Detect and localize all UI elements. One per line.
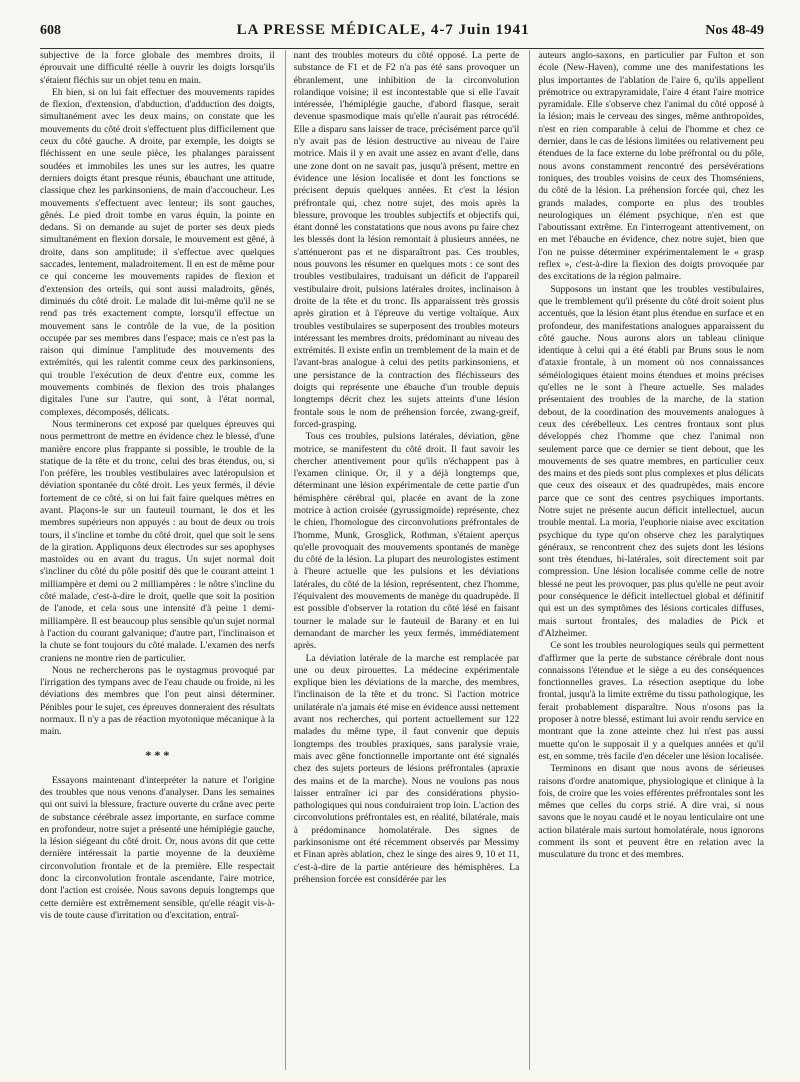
column-1 <box>40 50 275 1070</box>
paragraph: subjective de la force globale des membres droits, il éprouvait une difficulté réelle à ouvrir les doigts lorsqu'ils s'étaient fléchis sur un objet tenu en main. <box>40 50 275 86</box>
paragraph: La déviation latérale de la marche est remplacée par une ou deux pirouettes. La médecine expérimentale explique bien les déviations de la marche, des membres, l'inclinaison de la tête et du tronc. Si l'action motrice unilatérale n'a jamais été mise en évidence aussi nettement avant nos recherches, qui portent actuellement sur 122 malades du même type, il faut convenir que depuis longtemps des troubles praxiques, sans paralysie vraie, mais avec gêne fonctionnelle importante ont été signalés chez des sujets porteurs de lésions préfrontales (apraxie des mains et de la marche). Nous ne voulons pas nous laisser entraîner ici par des considérations physio-pathologiques qui nous conduiraient trop loin. L'action des circonvolutions préfrontales est, en réalité, bilatérale, mais à prédominance homolatérale. Des signes de parkinsonisme ont été récemment observés par Messimy et Finan après ablation, chez le singe des aires 9, 10 et 11, c'est-à-dire de la partie antérieure des hémisphères. La préhension forcée est considérée par les <box>293 652 520 885</box>
paragraph: Ce sont les troubles neurologiques seuls qui permettent d'affirmer que la perte de substance cérébrale dont nous connaissons l'étendue et le siège a eu des conséquences fonctionnelles graves. La résection aseptique du lobe frontal, jusqu'à la limite extrême du tissu pathologique, les ferait probablement disparaître. Nous n'osons pas la proposer à notre blessé, estimant lui avoir rendu service en montrant que la zone atteinte chez lui n'est pas aussi muette qu'on le supposait il y a quelques années et qu'il est, en somme, très facile d'en déceler une lésion localisée. <box>538 640 764 762</box>
paragraph: Supposons un instant que les troubles vestibulaires, que le tremblement qu'il présente du côté droit soient plus accentués, que la lésion étant plus étendue en surface et en profondeur, des manifestations analogues apparaissent du côté gauche. Nous aurons alors un tableau clinique identique à celui qui a été établi par Bruns sous le nom d'ataxie frontale, à un moment où nos connaissances séméiologiques étaient moins étendues et moins précises qu'elles ne le sont à l'heure actuelle. Ses malades présentaient des troubles de la marche, de la station debout, de la coordination des mouvements analogues à ceux des cérébelleux. Les centres frontaux sont plus développés chez l'homme que chez l'animal non seulement parce que ce dernier se tient debout, que les mouvements de ses quatre membres, en particulier ceux des mains et des pieds sont plus complexes et plus délicats que ceux des oiseaux et des quadrupèdes, mais encore parce que ce sont des centres psychiques importants. Notre sujet ne présente aucun déficit intellectuel, aucun trouble mental. La moria, l'euphorie niaise avec excitation psychique du type qu'on observe chez les paralytiques généraux, se rencontrent chez des sujets dont les lésions sont très étendues, bi-latérales, soit directement soit par compression. Une lésion localisée comme celle de notre blessé ne peut les provoquer, pas plus qu'elle ne peut avoir pour conséquence le déficit intellectuel global et définitif qui est un des symptômes des lésions corticales diffuses, mais surtout frontales, des maladies de Pick et d'Alzheimer. <box>538 283 764 639</box>
issue-date: 4-7 Juin 1941 <box>430 22 530 38</box>
column-3 <box>529 50 764 1070</box>
article-columns <box>40 50 764 1070</box>
page-number: 608 <box>40 23 61 38</box>
issue-number: Nos 48-49 <box>705 23 764 38</box>
column-2 <box>285 50 520 1070</box>
journal-title <box>237 22 530 39</box>
journal-name: LA PRESSE MÉDICALE, <box>236 22 427 38</box>
paragraph: Nous ne rechercherons pas le nystagmus provoqué par l'irrigation des tympans avec de l'eau chaude ou froide, ni les déviations des membres que l'on peut ainsi déterminer. Pénibles pour le sujet, ces épreuves donneraient des résultats normaux. Il n'y a pas de réaction myotonique mécanique à la main. <box>40 664 275 738</box>
page-header <box>40 22 764 49</box>
paragraph: Tous ces troubles, pulsions latérales, déviation, gêne motrice, se manifestent du côté droit. Il faut savoir les chercher attentivement pour qu'ils n'échappent pas à l'examen clinique. Or, il y a déjà longtemps que, déterminant une lésion expérimentale de cette partie d'un hémisphère cérébral qui, placée en avant de la zone motrice à action croisée (gyrussigmoïde) représente, chez le chien, l'homologue des circonvolutions préfrontales de l'homme, Munk, Grosglick, Rothman, s'étaient aperçus qu'elle provoquait des mouvements spontanés de manège du côté de la lésion. La plupart des neurologistes estiment à l'heure actuelle que les pulsions et les déviations latérales, du côté de la lésion, représentent, chez l'homme, l'équivalent des mouvements de manège du quadrupède. Il est possible d'observer la rotation du côté lésé en faisant tourner le malade sur le fauteuil de Barany et en lui demandant de marcher les yeux fermés, immédiatement après. <box>293 431 520 652</box>
paragraph: Eh bien, si on lui fait effectuer des mouvements rapides de flexion, d'extension, d'abduction, d'adduction des doigts, simultanément avec les deux mains, on constate que les mouvements du côté droit s'effectuent plus difficilement que ceux du côté gauche. A droite, par exemple, les doigts se fléchissent en une seule pièce, les phalanges paraissent soudées et immobiles les unes sur les autres, les quatre derniers doigts étant presque réunis, ébauchant une attitude, classique chez les parkinsoniens, de main d'accoucheur. Les mouvements s'effectuent avec lenteur; ils sont gauches, gênés. Le pied droit tombe en varus équin, la pointe en dedans. Si on demande au sujet de porter ses deux pieds simultanément en flexion dorsale, le mouvement est gêné, à droite, dans son amplitude; il s'effectue avec quelques saccades, lentement, maladroitement. Il en est de même pour ce qui concerne les mouvements rapides de flexion et d'extension des orteils, qui sont aussi maladroits, gênés, diminués du côté droit. Le malade dit lui-même qu'il ne se rend pas très exactement compte, lorsqu'il effectue un mouvement sans le contrôle de la vue, de la position occupée par ses membres dans l'espace; mais ce n'est pas la raison qui diminue l'amplitude des mouvements des extrémités, qui les ralentit comme ceux des parkinsoniens, qui trouble l'exécution de deux d'entre eux, comme les mouvements combinés de flexion des trois phalanges digitales l'une sur l'autre, qui sont, à l'état normal, complexes, décomposés, délicats. <box>40 86 275 418</box>
paragraph: Nous terminerons cet exposé par quelques épreuves qui nous permettront de mettre en évidence chez le blessé, d'une manière encore plus frappante si possible, le trouble de la statique de la tête et du tronc, celui des bras étendus, ou, si l'on préfère, les troubles vestibulaires avec latéropulsion et déviation spontanée du côté droit. Les yeux fermés, il dévie fortement de ce côté, si on lui fait faire quelques mètres en avant. Plaçons-le sur un fauteuil tournant, le dos et les membres supérieurs non appuyés : au bout de deux ou trois tours, il s'incline et tombe du côté droit, quel que soit le sens de la giration. Appliquons deux électrodes sur ses apophyses mastoïdes ou en avant du tragus. Un sujet normal doit s'incliner du côté du pôle positif dès que le courant atteint 1 milliampère et demi ou 2 milliampères : le nôtre s'incline du côté malade, c'est-à-dire le droit, quelle que soit la position de l'anode, et cela sous une intensité d'à peine 1 demi-milliampère. Il est beaucoup plus sensible qu'un sujet normal à l'action du courant galvanique; d'autre part, l'inclinaison et la chute se font toujours du côté malade. L'examen des nerfs craniens ne montre rien de particulier. <box>40 418 275 664</box>
paragraph: nant des troubles moteurs du côté opposé. La perte de substance de F1 et de F2 n'a pas été sans provoquer un ébranlement, une inhibition de la circonvolution rolandique voisine; il est incontestable que si elle l'avait intéressée, l'hémiplégie gauche, d'abord flasque, serait devenue spasmodique mais qu'elle n'aurait pas rétrocédé. Elle a disparu sans laisser de trace, précisément parce qu'il n'y avait pas de lésion destructive au niveau de l'aire motrice. Mais il y en avait une assez en avant d'elle, dans une zone dont on ne savait pas, jusqu'à présent, mettre en évidence une lésion localisée et dont les fonctions se précisent depuis quelques années. Et c'est la lésion préfrontale qui, chez notre sujet, des mois après la blessure, provoque les troubles subjectifs et objectifs qui, étant donné les constatations que nous avons pu faire chez les blessés dont la lésion remontait à plusieurs années, ne s'atténueront pas et ne disparaîtront pas. Ces troubles, nous pouvons les résumer en quelques mots : ce sont des troubles vestibulaires, traduisant un déficit de l'appareil vestibulaire droit, pulsions latérales droites, inclinaison à droite de la tête et du tronc. Ils apparaissent très grossis après giration et à l'épreuve du vertige voltaïque. Aux troubles vestibulaires se superposent des troubles moteurs intéressant les membres droits, prédominant au niveau des extrémités. Il existe enfin un tremblement de la main et de l'avant-bras analogue à celui des petits parkinsoniens, et une persistance de la contraction des fléchisseurs des doigts qui représente une ébauche d'un trouble depuis longtemps décrit chez les sujets atteints d'une lésion frontale sous le nom de préhension forcée, zwang-greif, forced-grasping. <box>293 50 520 430</box>
section-separator: * * * <box>145 747 170 762</box>
paragraph: Essayons maintenant d'interpréter la nature et l'origine des troubles que nous venons d'analyser. Dans les semaines qui ont suivi la blessure, fracture ouverte du crâne avec perte de substance cérébrale assez importante, en surface comme en profondeur, notre sujet a présenté une hémiplégie gauche, la lésion siégeant du côté droit. Or, nous avons dit que cette dernière intéressait la partie moyenne de la deuxième circonvolution frontale et de la première. Elle respectait donc la circonvolution frontale ascendante, l'aire motrice, dont l'action est croisée. Nous savons depuis longtemps que cette dernière est extrêmement sensible, qu'elle réagit vis-à-vis de toute cause d'irritation ou d'excitation, entraî- <box>40 774 275 921</box>
paragraph: auteurs anglo-saxons, en particulier par Fulton et son école (New-Haven), comme une des manifestations les plus importantes de l'ablation de l'aire 6, qu'ils appellent prémotrice ou extrapyramidale, l'aire 4 étant l'aire motrice pyramidale. Elle s'observe chez l'animal du côté opposé à la lésion; mais le cerveau des singes, même anthropoïdes, n'est en rien comparable à celui de l'homme et chez ce dernier, dans le cas de lésions limitées ou relativement peu étendues de la face externe du lobe préfrontal ou du pôle, nous avons constamment rencontré des persévérations toniques, des troubles voisins de ceux des Thomséniens, du côté de la lésion. La préhension forcée qui, chez les grands malades, comporte en plus des troubles neurologiques un élément psychique, n'en est que l'aboutissant extrême. En l'interrogeant attentivement, on en met l'ébauche en évidence, chez notre sujet, bien que l'on ne puisse déterminer expérimentalement le « grasp reflex », c'est-à-dire la flexion des doigts provoquée par des excitations de la région palmaire. <box>538 50 764 283</box>
paragraph: Terminons en disant que nous avons de sérieuses raisons d'ordre anatomique, physiologique et clinique à la fois, de croire que les voies efférentes préfrontales sont les mêmes que celles du corps strié. A dire vrai, si nous savons que le noyau caudé et le noyau lenticulaire ont une action bilatérale mais surtout homolatérale, nous ignorons comment ils sont et peuvent être en relation avec la musculature du tronc et des membres. <box>538 763 764 861</box>
